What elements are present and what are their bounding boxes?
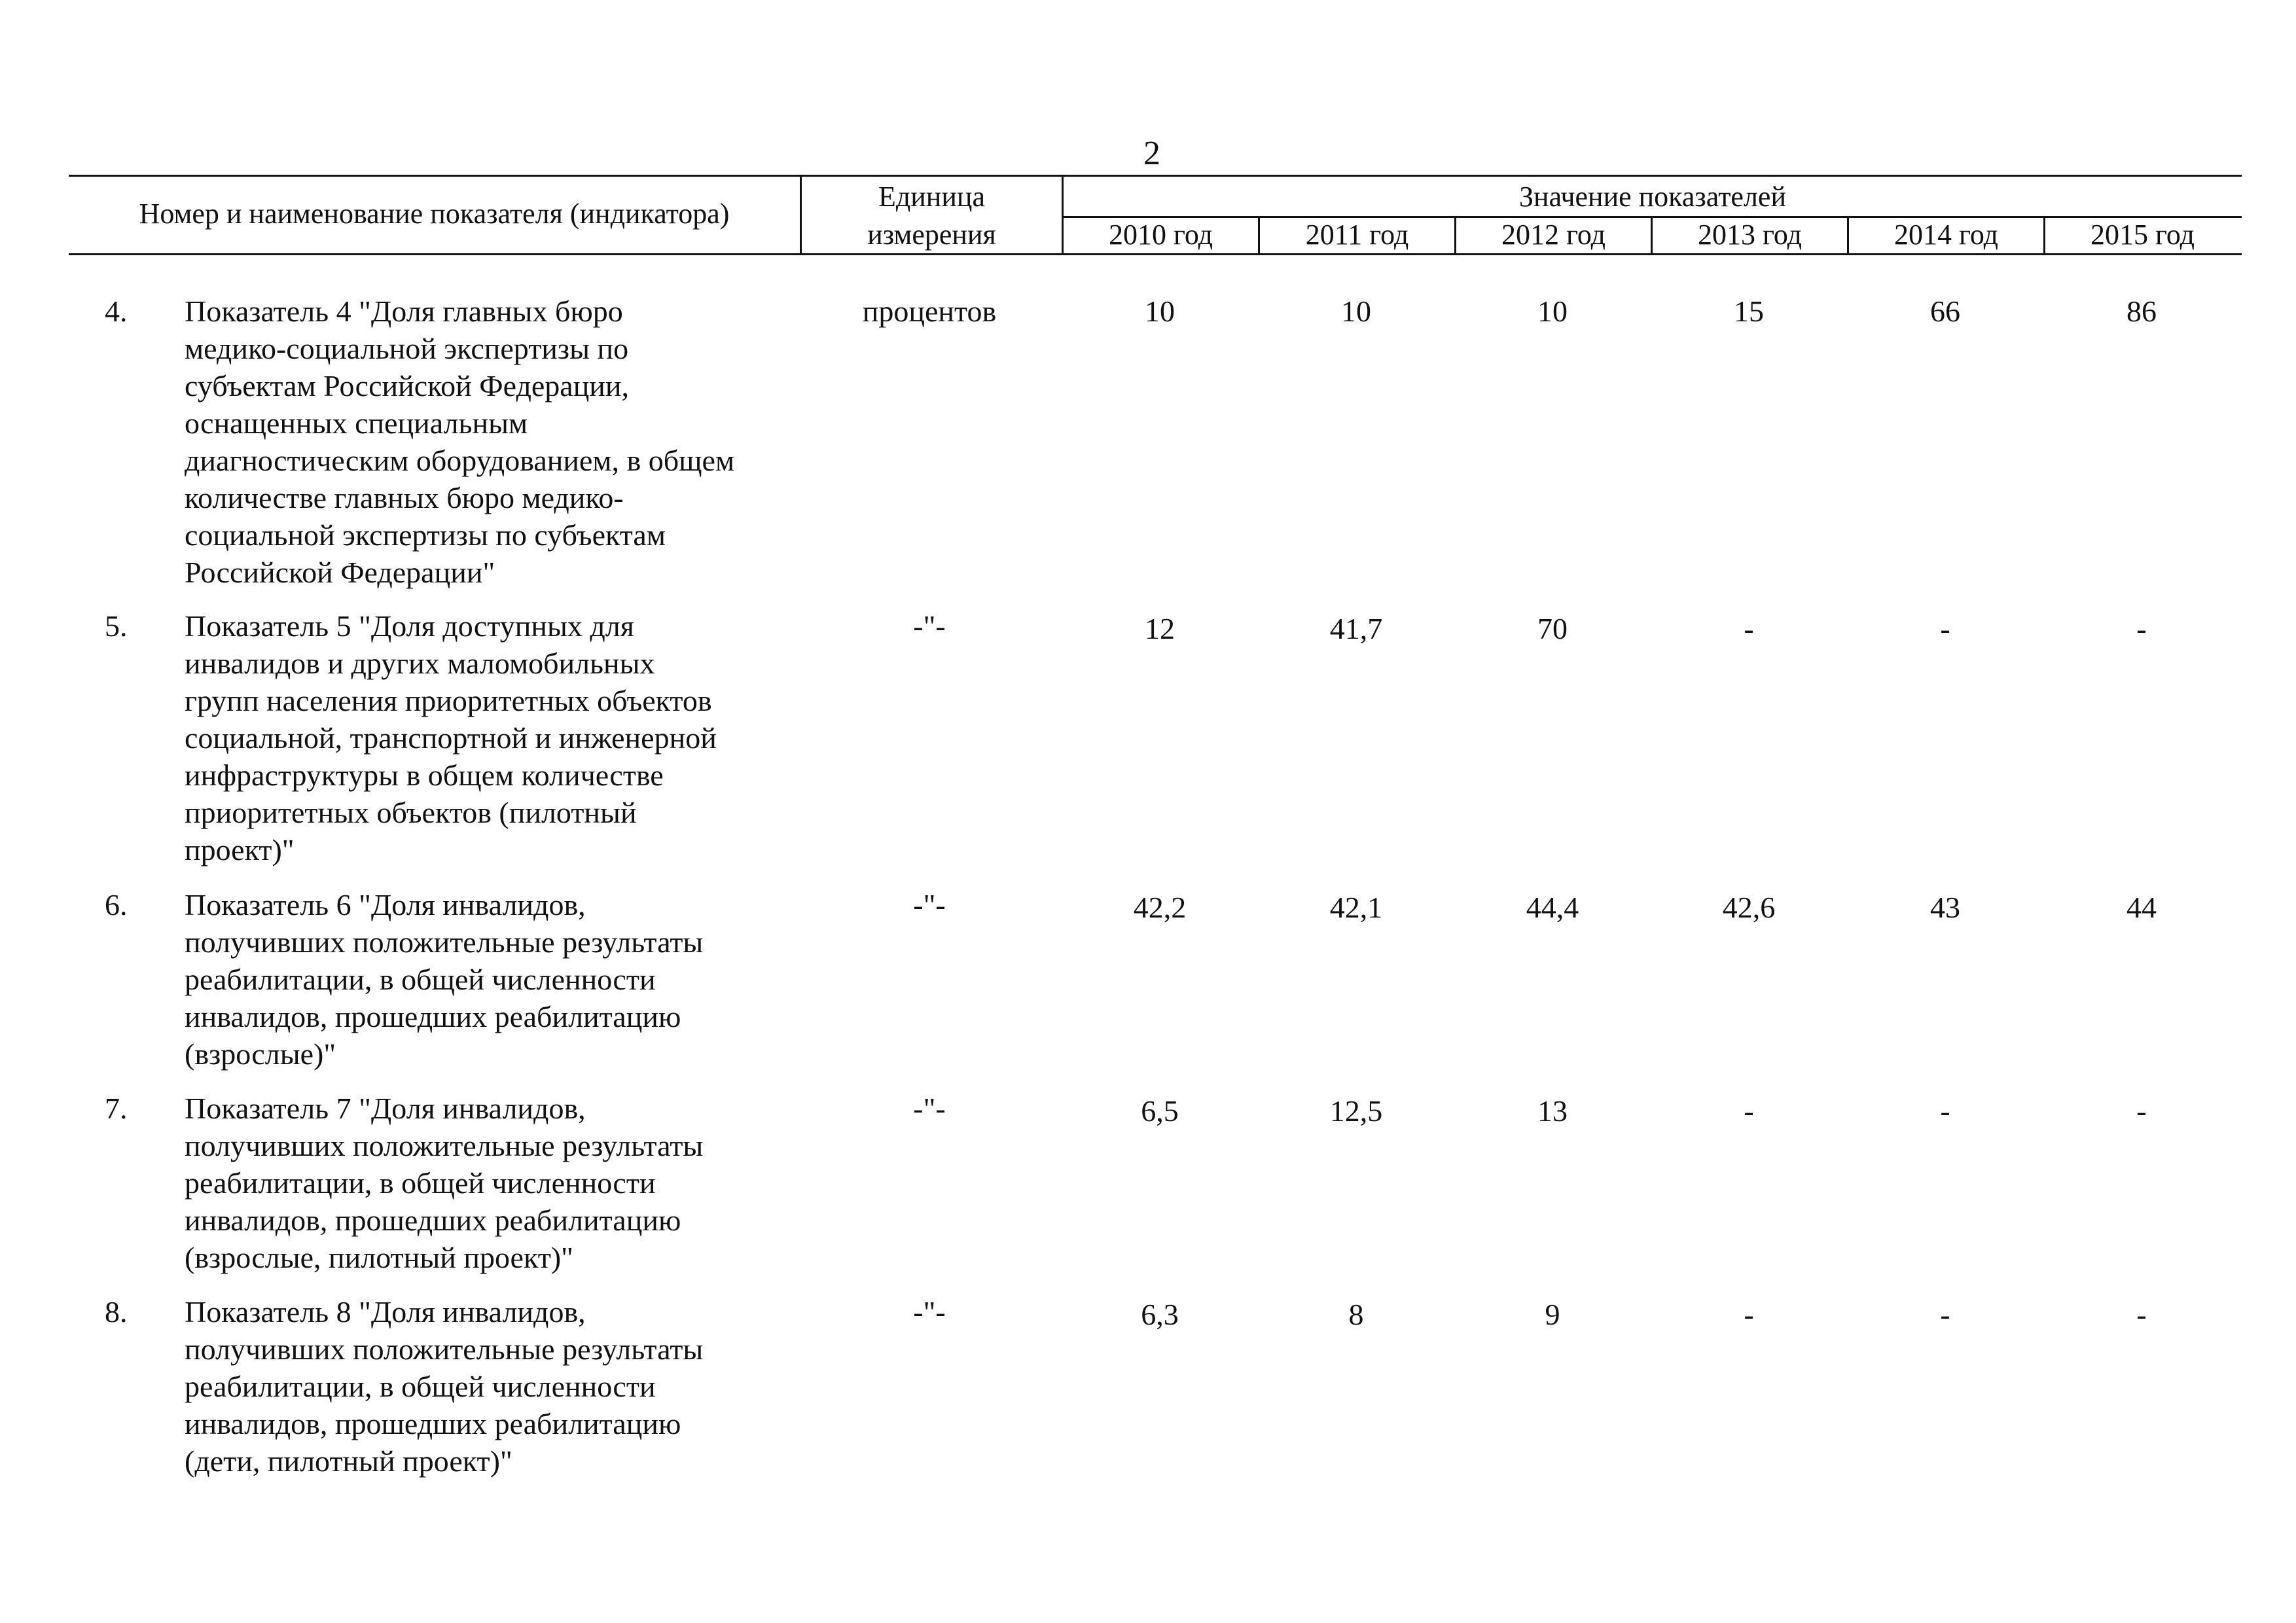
row-number: 6. bbox=[105, 888, 128, 921]
value-2014: - bbox=[1940, 1298, 1950, 1331]
value-2014: 66 bbox=[1930, 294, 1960, 328]
unit-of-measure: -"- bbox=[913, 609, 946, 643]
value-2013: - bbox=[1744, 612, 1754, 645]
header-values: Значение показателей bbox=[1519, 181, 1786, 213]
header-top-rule bbox=[69, 175, 2242, 177]
value-2011: 8 bbox=[1348, 1298, 1364, 1331]
indicator-name: Показатель 6 "Доля инвалидов, получивших положительные результаты реабилитации, в общей численности инвалидов, прошедших реабилитацию (взрослые)" bbox=[185, 888, 704, 1071]
indicator-name: Показатель 4 "Доля главных бюро медико-социальной экспертизы по субъектам Российской Федерации, оснащенных специальным диагностическим оборудованием, в общем количестве главных бюро медико- социальной экспертизы по субъектам Российской Федерации" bbox=[185, 294, 735, 589]
page-number: 2 bbox=[1143, 135, 1160, 172]
value-2013: 15 bbox=[1734, 294, 1764, 328]
value-2010: 10 bbox=[1145, 294, 1175, 328]
value-2015: 86 bbox=[2126, 294, 2157, 328]
value-2013: - bbox=[1744, 1094, 1754, 1128]
value-2014: 43 bbox=[1930, 891, 1960, 924]
value-2013: 42,6 bbox=[1722, 891, 1776, 924]
value-2015: - bbox=[2136, 1298, 2147, 1331]
value-2015: 44 bbox=[2126, 891, 2157, 924]
value-2011: 41,7 bbox=[1329, 612, 1383, 645]
header-year-2014: 2014 год bbox=[1893, 219, 1999, 251]
unit-of-measure: -"- bbox=[913, 888, 946, 921]
value-2011: 42,1 bbox=[1329, 891, 1383, 924]
value-2012: 9 bbox=[1545, 1298, 1560, 1331]
header-unit-line1: Единица bbox=[878, 181, 985, 213]
row-number: 5. bbox=[105, 609, 128, 643]
indicator-name: Показатель 7 "Доля инвалидов, получивших положительные результаты реабилитации, в общей численности инвалидов, прошедших реабилитацию (взрослые, пилотный проект)" bbox=[185, 1092, 704, 1274]
value-2015: - bbox=[2136, 612, 2147, 645]
header-unit-line2: измерения bbox=[867, 219, 996, 251]
header-indicator-name: Номер и наименование показателя (индикатора) bbox=[139, 198, 730, 230]
unit-of-measure: -"- bbox=[913, 1092, 946, 1125]
value-2014: - bbox=[1940, 1094, 1950, 1128]
value-2010: 12 bbox=[1145, 612, 1175, 645]
row-number: 7. bbox=[105, 1092, 128, 1125]
value-2013: - bbox=[1744, 1298, 1754, 1331]
unit-of-measure: процентов bbox=[862, 294, 997, 328]
value-2010: 42,2 bbox=[1133, 891, 1187, 924]
value-2012: 70 bbox=[1537, 612, 1568, 645]
indicator-name: Показатель 5 "Доля доступных для инвалидов и других маломобильных групп населения приоритетных объектов социальной, транспортной и инженерной инфраструктуры в общем количестве приоритетных объектов (пилотный проект)" bbox=[185, 609, 717, 866]
value-2012: 44,4 bbox=[1526, 891, 1579, 924]
value-2010: 6,5 bbox=[1141, 1094, 1179, 1128]
value-2011: 10 bbox=[1341, 294, 1371, 328]
row-number: 8. bbox=[105, 1295, 128, 1329]
header-year-2010: 2010 год bbox=[1108, 219, 1213, 251]
value-2012: 10 bbox=[1537, 294, 1568, 328]
value-2011: 12,5 bbox=[1329, 1094, 1383, 1128]
row-number: 4. bbox=[105, 294, 128, 328]
indicator-name: Показатель 8 "Доля инвалидов, получивших положительные результаты реабилитации, в общей численности инвалидов, прошедших реабилитацию (дети, пилотный проект)" bbox=[185, 1295, 704, 1478]
header-year-2015: 2015 год bbox=[2090, 219, 2195, 251]
header-year-2013: 2013 год bbox=[1697, 219, 1803, 251]
value-2015: - bbox=[2136, 1094, 2147, 1128]
value-2012: 13 bbox=[1537, 1094, 1568, 1128]
value-2010: 6,3 bbox=[1141, 1298, 1179, 1331]
header-year-2012: 2012 год bbox=[1501, 219, 1606, 251]
unit-of-measure: -"- bbox=[913, 1295, 946, 1329]
value-2014: - bbox=[1940, 612, 1950, 645]
header-year-2011: 2011 год bbox=[1305, 219, 1409, 251]
